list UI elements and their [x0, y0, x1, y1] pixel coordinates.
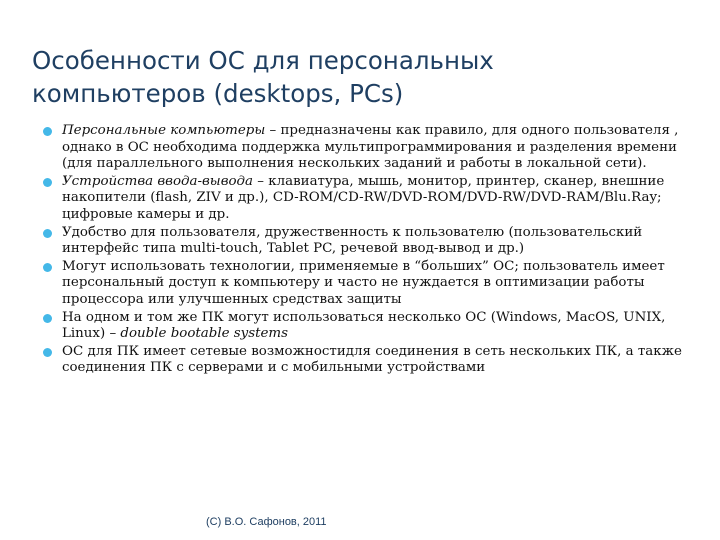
- slide-title: [32, 44, 692, 110]
- bullet-text: На одном и том же ПК могут использоваться несколько ОС (Windows, MacOS, UNIX, Linux) –: [62, 309, 666, 342]
- bullet-text: Удобство для пользователя, дружественность к пользователю (пользовательский интерфейс типа multi-touch, Tablet PC, речевой ввод-вывод и др.): [62, 224, 643, 257]
- bullet-item: [62, 123, 702, 173]
- bullet-item: [62, 344, 702, 377]
- bullet-lead-italic: Устройства ввода-вывода: [62, 173, 254, 189]
- bullet-dot-icon: [43, 178, 52, 187]
- bullet-dot-icon: [43, 314, 52, 323]
- slide-title-line-2: компьютеров (desktops, PCs): [32, 79, 404, 108]
- bullet-item: [62, 225, 702, 258]
- bullet-item: [62, 259, 702, 309]
- bullet-text: – предназначены как правило, для одного пользователя , однако в ОС необходима поддержка мультипрограммирования и разделения времени (для параллельного выполнения нескольких заданий и работы в локальной сети).: [62, 123, 679, 172]
- slide-title-line-1: Особенности ОС для персональных: [32, 46, 494, 75]
- bullet-lead-italic: Персональные компьютеры: [62, 123, 266, 138]
- bullet-dot-icon: [43, 229, 52, 238]
- bullet-dot-icon: [43, 127, 52, 136]
- slide-footer: (C) В.О. Сафонов, 2011: [206, 516, 327, 528]
- bullet-list: [62, 123, 702, 378]
- bullet-item: [62, 174, 702, 224]
- bullet-text-italic: double bootable systems: [120, 326, 288, 342]
- bullet-dot-icon: [43, 348, 52, 357]
- bullet-dot-icon: [43, 263, 52, 272]
- bullet-text: – клавиатура, мышь, монитор, принтер, сканер, внешние накопители (flash, ZIV и др.), CD-ROM/CD-RW/DVD-ROM/DVD-RW/DVD-RAM/Blu.Ray; цифровые камеры и др.: [62, 173, 665, 222]
- bullet-text: Могут использовать технологии, применяемые в “больших” ОС; пользователь имеет персональный доступ к компьютеру и часто не нуждается в оптимизации работы процессора или улучшенных средствах защиты: [62, 258, 665, 307]
- bullet-item: [62, 310, 702, 343]
- bullet-text: ОС для ПК имеет сетевые возможностидля соединения в сеть нескольких ПК, а также соединения ПК с серверами и с мобильными устройствами: [62, 343, 682, 376]
